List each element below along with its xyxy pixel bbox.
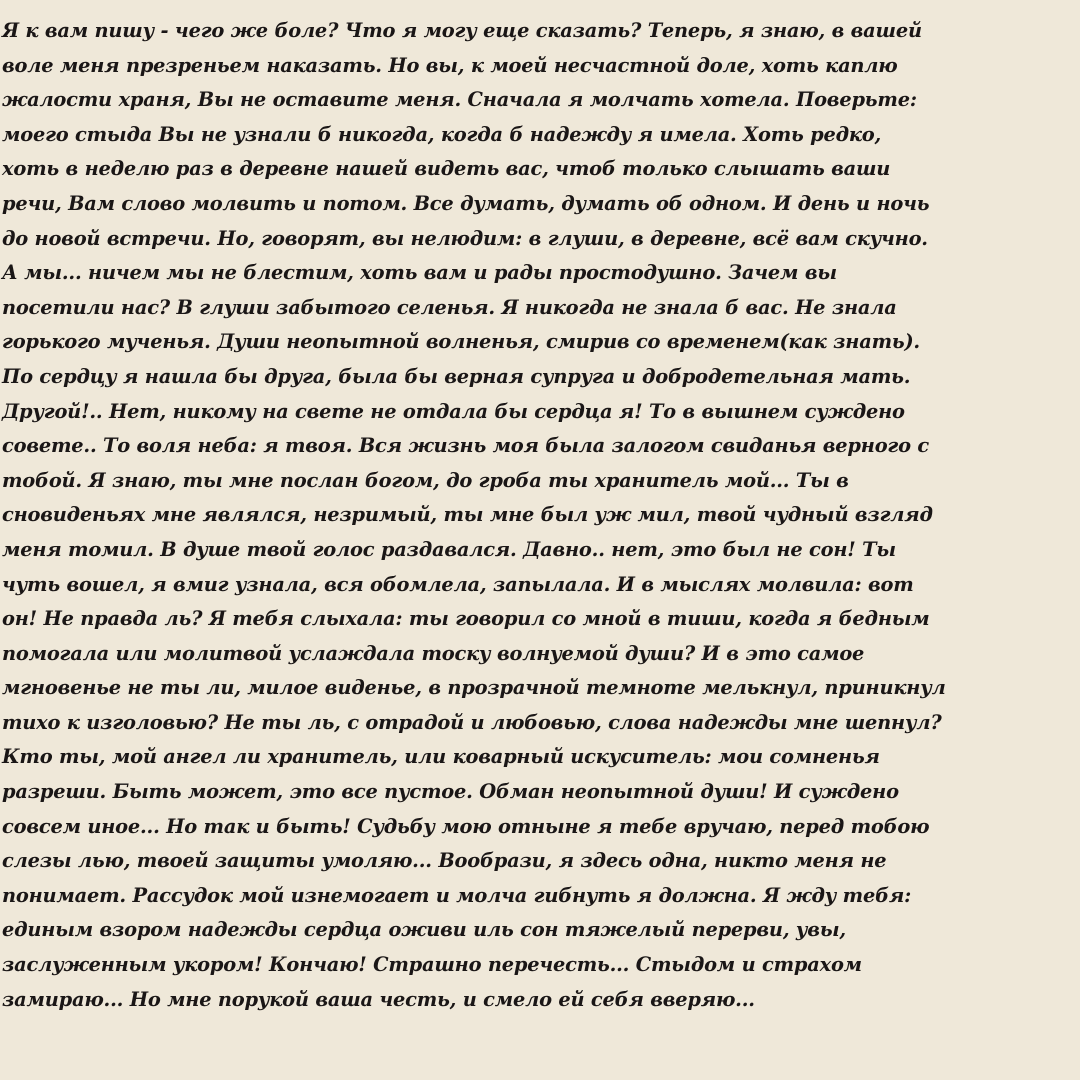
- letter-line: совете.. То воля неба: я твоя. Вся жизнь моя была залогом свиданья верного с: [2, 434, 929, 458]
- letter-text: [0, 14, 1080, 1017]
- letter-line: он! Не правда ль? Я тебя слыхала: ты говорил со мной в тиши, когда я бедным: [2, 607, 930, 631]
- letter-line: понимает. Рассудок мой изнемогает и молча гибнуть я должна. Я жду тебя:: [2, 883, 912, 907]
- letter-line: замираю... Но мне порукой ваша честь, и смело ей себя вверяю...: [2, 987, 755, 1011]
- letter-line: По сердцу я нашла бы друга, была бы верная супруга и добродетельная мать.: [2, 364, 911, 388]
- letter-line: единым взором надежды сердца оживи иль сон тяжелый перерви, увы,: [2, 918, 846, 942]
- letter-line: хоть в неделю раз в деревне нашей видеть вас, чтоб только слышать ваши: [2, 157, 891, 181]
- letter-line: Кто ты, мой ангел ли хранитель, или коварный искуситель: мои сомненья: [2, 745, 880, 769]
- letter-line: Другой!.. Нет, никому на свете не отдала бы сердца я! То в вышнем суждено: [2, 399, 905, 423]
- letter-line: жалости храня, Вы не оставите меня. Сначала я молчать хотела. Поверьте:: [2, 88, 917, 112]
- letter-line: заслуженным укором! Кончаю! Страшно перечесть... Стыдом и страхом: [2, 953, 862, 977]
- letter-line: разреши. Быть может, это все пустое. Обман неопытной души! И суждено: [2, 780, 899, 804]
- letter-line: мгновенье не ты ли, милое виденье, в прозрачной темноте мелькнул, приникнул: [2, 676, 946, 700]
- letter-line: слезы лью, твоей защиты умоляю... Вообрази, я здесь одна, никто меня не: [2, 849, 887, 873]
- letter-line: речи, Вам слово молвить и потом. Все думать, думать об одном. И день и ночь: [2, 191, 930, 215]
- letter-line: чуть вошел, я вмиг узнала, вся обомлела, запылала. И в мыслях молвила: вот: [2, 572, 914, 596]
- letter-line: тихо к изголовью? Не ты ль, с отрадой и любовью, слова надежды мне шепнул?: [2, 710, 942, 734]
- letter-line: до новой встречи. Но, говорят, вы нелюдим: в глуши, в деревне, всё вам скучно.: [2, 226, 928, 250]
- letter-line: совсем иное... Но так и быть! Судьбу мою отныне я тебе вручаю, перед тобою: [2, 814, 930, 838]
- letter-line: воле меня презреньем наказать. Но вы, к моей несчастной доле, хоть каплю: [2, 53, 898, 77]
- letter-line: горького мученья. Души неопытной волненья, смирив со временем(как знать).: [2, 330, 920, 354]
- letter-line: Я к вам пишу - чего же боле? Что я могу еще сказать? Теперь, я знаю, в вашей: [2, 19, 922, 42]
- letter-line: посетили нас? В глуши забытого селенья. Я никогда не знала б вас. Не знала: [2, 295, 897, 319]
- letter-line: тобой. Я знаю, ты мне послан богом, до гроба ты хранитель мой... Ты в: [2, 468, 849, 492]
- letter-line: моего стыда Вы не узнали б никогда, когда б надежду я имела. Хоть редко,: [2, 122, 882, 146]
- letter-line: сновиденьях мне являлся, незримый, ты мне был уж мил, твой чудный взгляд: [2, 503, 933, 527]
- letter-line: меня томил. В душе твой голос раздавался. Давно.. нет, это был не сон! Ты: [2, 537, 896, 561]
- letter-line: помогала или молитвой услаждала тоску волнуемой души? И в это самое: [2, 641, 865, 665]
- letter-line: А мы... ничем мы не блестим, хоть вам и рады простодушно. Зачем вы: [2, 261, 837, 285]
